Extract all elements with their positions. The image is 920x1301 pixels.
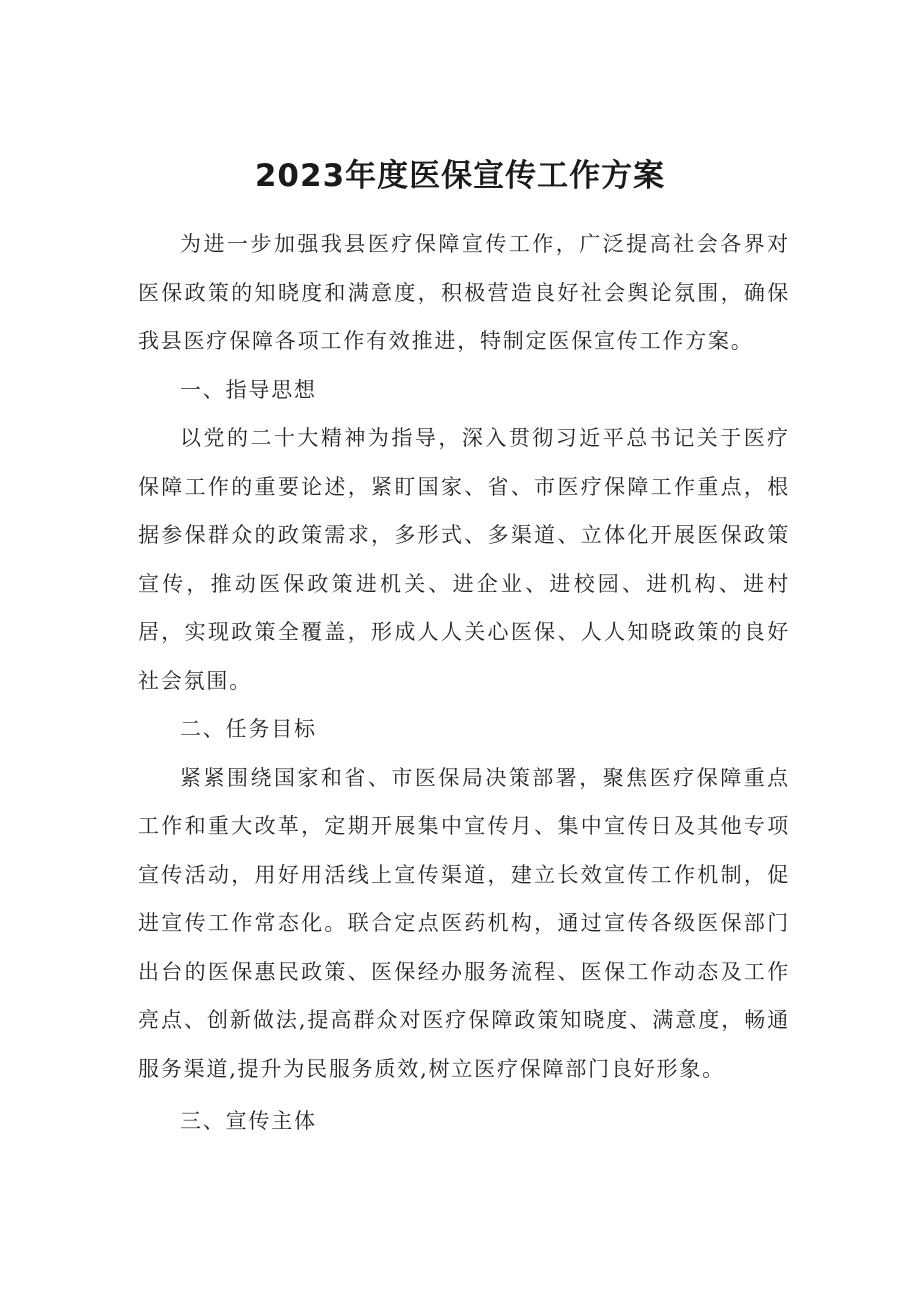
section-body-guiding-ideology: 以党的二十大精神为指导，深入贯彻习近平总书记关于医疗保障工作的重要论述，紧盯国家、省、市医疗保障工作重点，根据参保群众的政策需求，多形式、多渠道、立体化开展医保政策宣传，推动医保政策进机关、进企业、进校园、进机构、进村居，实现政策全覆盖，形成人人关心医保、人人知晓政策的良好社会氛围。	[138, 426, 790, 693]
section-heading-guiding-ideology: 一、指导思想	[180, 377, 317, 402]
section-heading-publicity-subject: 三、宣传主体	[180, 1109, 317, 1133]
document-title: 2023年度医保宣传工作方案	[254, 157, 666, 194]
section-heading-task-goals: 二、任务目标	[180, 717, 317, 741]
section-body-task-goals: 紧紧围绕国家和省、市医保局决策部署，聚焦医疗保障重点工作和重大改革，定期开展集中宣传月、集中宣传日及其他专项宣传活动，用好用活线上宣传渠道，建立长效宣传工作机制，促进宣传工作常态化。联合定点医药机构，通过宣传各级医保部门出台的医保惠民政策、医保经办服务流程、医保工作动态及工作亮点、创新做法,提高群众对医疗保障政策知晓度、满意度，畅通服务渠道,提升为民服务质效,树立医疗保障部门良好形象。	[138, 765, 790, 1081]
document-body	[138, 220, 790, 1146]
intro-paragraph: 为进一步加强我县医疗保障宣传工作，广泛提高社会各界对医保政策的知晓度和满意度，积极营造良好社会舆论氛围，确保我县医疗保障各项工作有效推进，特制定医保宣传工作方案。	[138, 232, 790, 353]
